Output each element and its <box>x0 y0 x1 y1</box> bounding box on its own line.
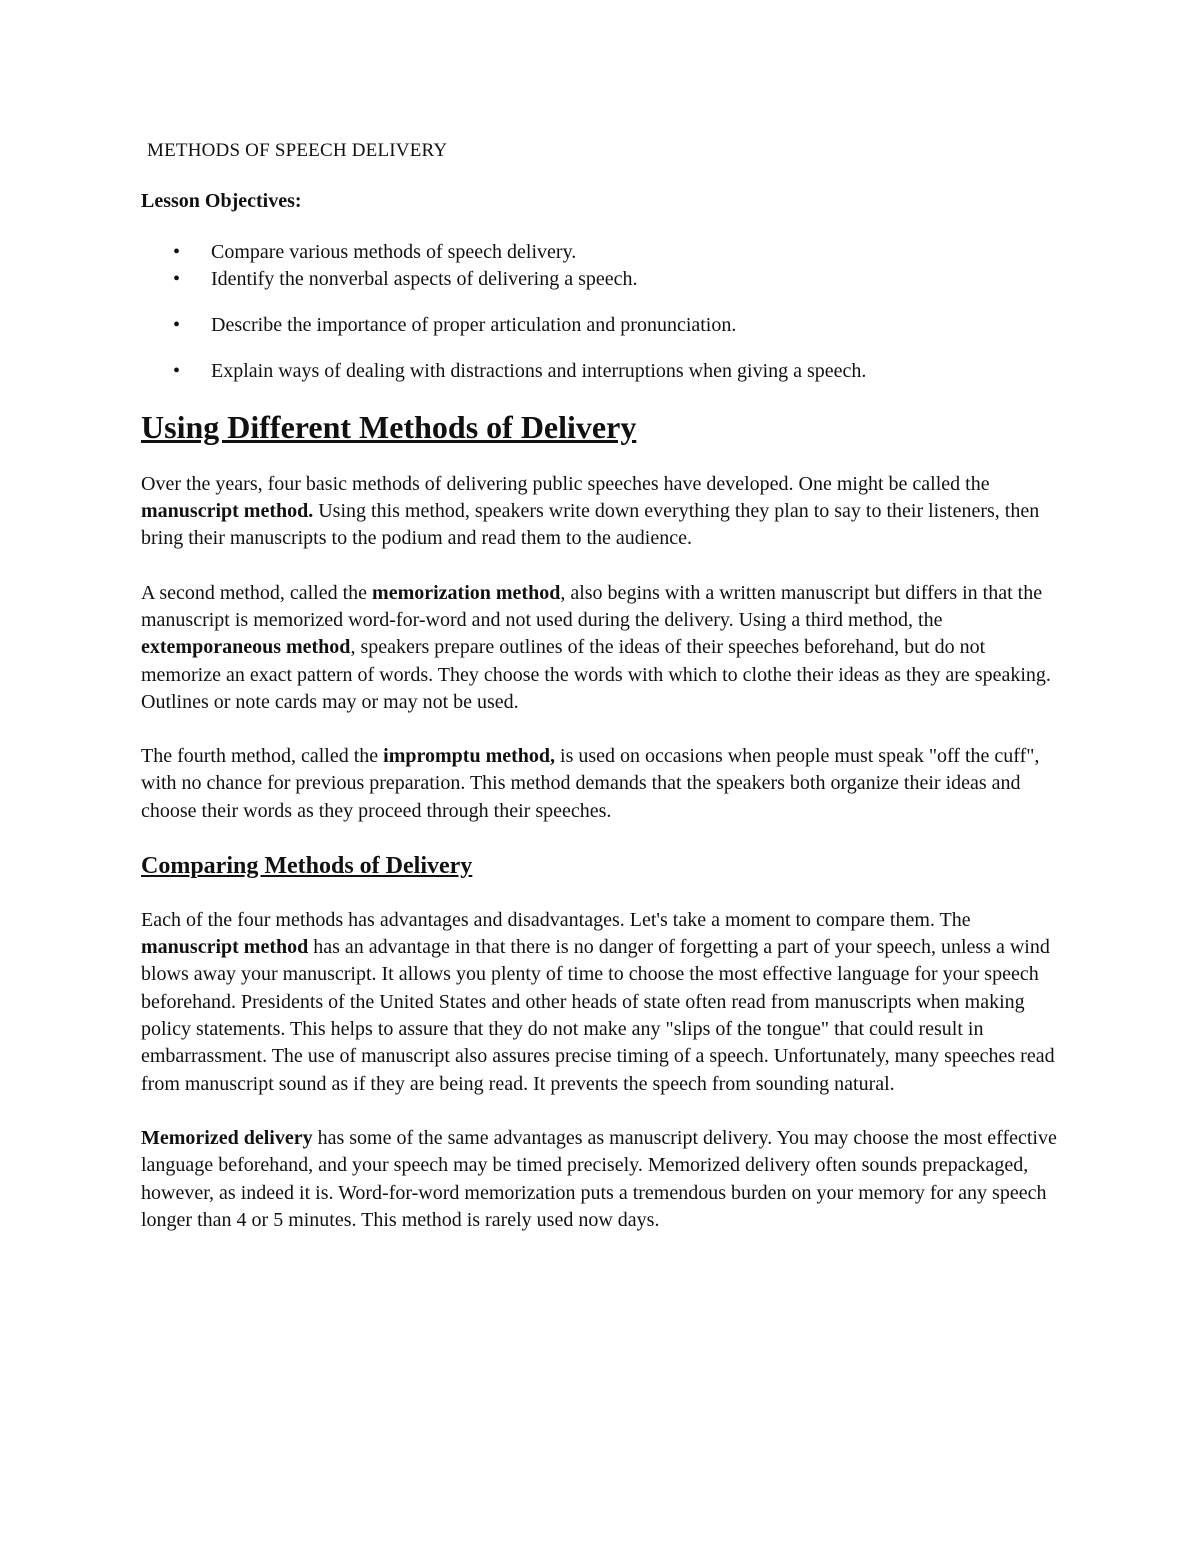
document-page <box>141 140 1066 1261</box>
bullet-icon: • <box>173 240 181 263</box>
objectives-label: Lesson Objectives: <box>141 189 302 212</box>
bullet-icon: • <box>173 359 181 382</box>
paragraph-impromptu: The fourth method, called the impromptu method, is used on occasions when people must speak "off the cuff", with no chance for previous preparation. This method demands that the speakers both organize their ideas and choose their words as they proceed through their speeches. <box>141 745 1040 822</box>
section-heading-methods: Using Different Methods of Delivery <box>141 408 637 445</box>
term-memorization-method: memorization method <box>372 581 561 604</box>
objective-item <box>141 358 1066 385</box>
paragraph-manuscript-comparison: Each of the four methods has advantages and disadvantages. Let's take a moment to compare them. The manuscript method has an advantage in that there is no danger of forgetting a part of your speech, unless a wind blows away your manuscript. It allows you plenty of time to choose the most effective language for your speech beforehand. Presidents of the United States and other heads of state often read from manuscripts when making policy statements. This helps to assure that they do not make any "slips of the tongue" that could result in embarrassment. The use of manuscript also assures precise timing of a speech. Unfortunately, many speeches read from manuscript sound as if they are being read. It prevents the speech from sounding natural. <box>141 908 1055 1095</box>
bullet-icon: • <box>173 267 181 290</box>
objective-item <box>141 312 1066 339</box>
objective-item <box>141 239 1066 266</box>
term-manuscript-method: manuscript method. <box>141 500 314 523</box>
paragraph-memorization-extemporaneous: A second method, called the memorization method, also begins with a written manuscript but differs in that the manuscript is memorized word-for-word and not used during the delivery. Using a third method, the extemporaneous method, speakers prepare outlines of the ideas of their speeches beforehand, but do not memorize an exact pattern of words. They choose the words with which to clothe their ideas as they are speaking. Outlines or note cards may or may not be used. <box>141 581 1051 713</box>
bullet-icon: • <box>173 313 181 336</box>
section-heading-comparing: Comparing Methods of Delivery <box>141 853 473 880</box>
term-extemporaneous-method: extemporaneous method <box>141 636 351 659</box>
term-impromptu-method: impromptu method, <box>383 745 556 768</box>
objective-item <box>141 266 1066 293</box>
objective-text: Compare various methods of speech delivery. <box>211 240 577 263</box>
paragraph-memorized-delivery: Memorized delivery has some of the same advantages as manuscript delivery. You may choose the most effective language beforehand, and your speech may be timed precisely. Memorized delivery often sounds prepackaged, however, as indeed it is. Word-for-word memorization puts a tremendous burden on your memory for any speech longer than 4 or 5 minutes. This method is rarely used now days. <box>141 1126 1057 1231</box>
objective-text: Explain ways of dealing with distractions and interruptions when giving a speech. <box>211 359 867 382</box>
term-memorized-delivery: Memorized delivery <box>141 1126 313 1149</box>
objective-text: Identify the nonverbal aspects of delivering a speech. <box>211 267 638 290</box>
document-title: METHODS OF SPEECH DELIVERY <box>147 140 448 161</box>
term-manuscript-method: manuscript method <box>141 936 309 959</box>
objective-text: Describe the importance of proper articulation and pronunciation. <box>211 313 737 336</box>
objectives-list <box>141 239 1066 385</box>
paragraph-manuscript-intro: Over the years, four basic methods of delivering public speeches have developed. One might be called the manuscript method. Using this method, speakers write down everything they plan to say to their listeners, then bring their manuscripts to the podium and read them to the audience. <box>141 472 1040 550</box>
